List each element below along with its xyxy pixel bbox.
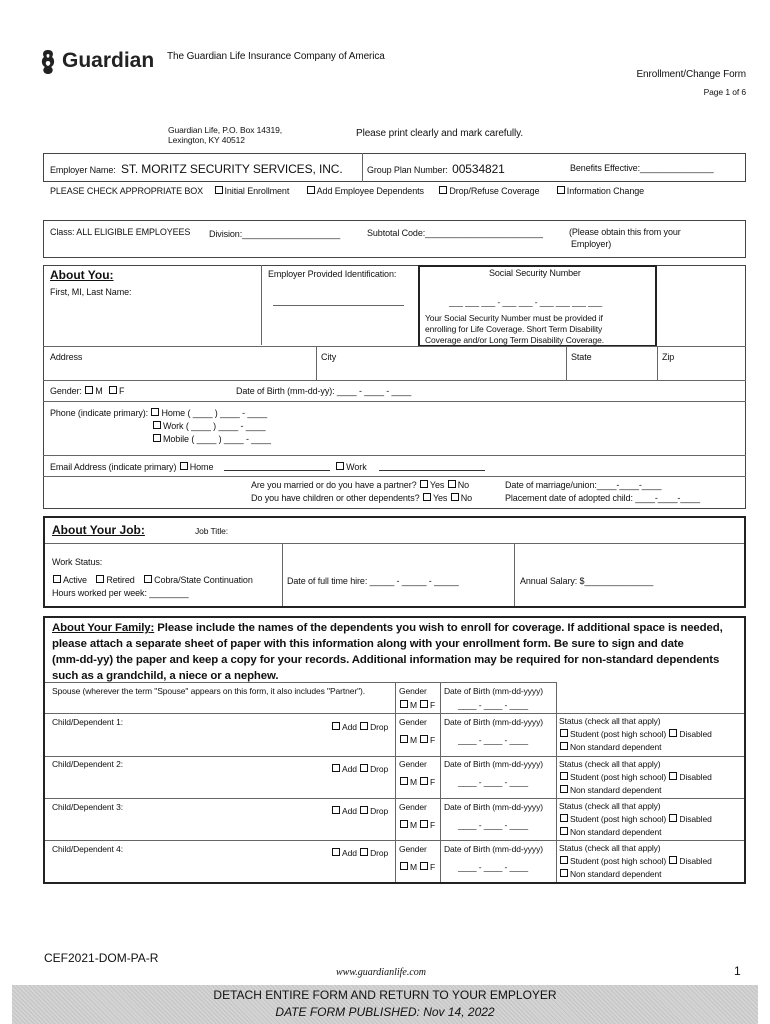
drop-coverage-option[interactable] [438,186,539,196]
checkbox-icon[interactable] [332,764,340,772]
checkbox-icon[interactable] [560,729,568,737]
child-dob-label: Date of Birth (mm-dd-yyyy) [444,759,543,769]
division-field[interactable]: Division:____________________ [209,229,341,239]
add-drop-options [331,764,388,774]
about-job-title: About Your Job: [52,523,145,537]
checkbox-icon[interactable] [560,742,568,750]
student-label: Student (post high school) [570,729,667,739]
checkbox-icon[interactable] [420,735,428,743]
yes-label: Yes [429,480,445,490]
disabled-label: Disabled [679,856,712,866]
drop-label: Drop [370,848,389,858]
ssn-note-2: enrolling for Life Coverage. Short Term Disability [425,324,603,334]
checkbox-icon[interactable] [439,186,447,194]
child-gender-options [399,820,435,830]
married-question [251,480,469,490]
child-gender-options [399,735,435,745]
website: www.guardianlife.com [336,967,426,978]
child-dob-input[interactable]: ____ - ____ - ____ [458,862,529,872]
work-phone[interactable]: Work ( ____ ) ____ - ____ [163,421,266,431]
checkbox-icon[interactable] [669,729,677,737]
checkbox-icon[interactable] [180,462,188,470]
subtotal-code-field[interactable]: Subtotal Code:________________________ [367,228,543,238]
male-label: M [410,735,417,745]
status-label: Status (check all that apply) [559,716,661,726]
male-label: M [410,777,417,787]
student-label: Student (post high school) [570,772,667,782]
hours-worked-field[interactable]: Hours worked per week: ________ [52,588,189,598]
child-dob-input[interactable]: ____ - ____ - ____ [458,777,529,787]
checkbox-icon[interactable] [144,575,152,583]
child-label: Child/Dependent 2: [52,759,123,769]
checkbox-icon[interactable] [557,186,565,194]
non-standard-option [559,742,661,752]
spouse-dob-label: Date of Birth (mm-dd-yyyy) [444,686,543,696]
male-label: M [95,386,103,396]
employer-id-label: Employer Provided Identification: [268,269,397,279]
add-label: Add [342,764,357,774]
child-gender-label: Gender [399,802,427,812]
active-option[interactable] [52,575,87,585]
page-indicator: Page 1 of 6 [703,87,746,97]
female-label: F [429,700,436,710]
email-home-input[interactable] [224,461,330,471]
about-family-title: About Your Family: [52,622,155,634]
company-name: The Guardian Life Insurance Company of America [167,51,385,62]
student-disabled-options [559,772,712,782]
checkbox-icon[interactable] [360,806,368,814]
page-number: 1 [734,964,741,978]
add-dependents-option[interactable] [306,186,424,196]
disabled-label: Disabled [679,729,712,739]
hire-date-field[interactable]: Date of full time hire: _____ - _____ - _____ [287,576,459,586]
add-label: Add [342,722,357,732]
checkbox-icon[interactable] [400,820,408,828]
children-question [251,493,472,503]
drop-label: Drop [370,806,389,816]
checkbox-icon[interactable] [560,856,568,864]
checkbox-icon[interactable] [669,814,677,822]
checkbox-icon[interactable] [560,772,568,780]
group-plan-label: Group Plan Number: [367,165,448,175]
option-label: Information Change [566,186,645,196]
checkbox-icon[interactable] [560,869,568,877]
ssn-note-3: Coverage and/or Long Term Disability Coverage. [425,335,605,345]
mobile-phone[interactable]: Mobile ( ____ ) ____ - ____ [163,434,271,444]
student-disabled-options [559,814,712,824]
add-drop-options [331,722,388,732]
spouse-label: Spouse (wherever the term "Spouse" appears on this form, it also includes "Partner"). [52,686,366,696]
checkbox-icon[interactable] [153,421,161,429]
child-gender-label: Gender [399,717,427,727]
child-label: Child/Dependent 1: [52,717,123,727]
child-label: Child/Dependent 3: [52,802,123,812]
ssn-note-1: Your Social Security Number must be provided if [425,313,603,323]
gender-label: Gender: [50,386,82,396]
non-standard-option [559,869,661,879]
option-label: Add Employee Dependents [316,186,424,196]
checkbox-icon[interactable] [400,862,408,870]
cobra-option[interactable] [143,575,253,585]
male-label: M [410,862,417,872]
group-plan-value: 00534821 [452,162,505,176]
drop-label: Drop [370,722,389,732]
class-field: Class: ALL ELIGIBLE EMPLOYEES [50,227,191,237]
work-status-label: Work Status: [52,557,103,567]
family-intro-2: please attach a separate sheet of paper with this information along with your enrollment form. Be sure to sign and date [52,638,684,650]
employer-name-label: Employer Name: [50,165,116,175]
child-label: Child/Dependent 4: [52,844,123,854]
disabled-label: Disabled [679,814,712,824]
male-label: M [410,820,417,830]
address-label: Address [50,352,83,362]
about-you-title: About You: [50,268,114,282]
child-dob-input[interactable]: ____ - ____ - ____ [458,820,529,830]
cobra-label: Cobra/State Continuation [154,575,253,585]
family-intro-4: such as a grandchild, a niece or a nephew. [52,670,279,682]
name-field-label: First, MI, Last Name: [50,287,132,297]
student-label: Student (post high school) [570,814,667,824]
phone-field [50,408,267,418]
form-title: Enrollment/Change Form [636,69,746,80]
email-home-label: Home [189,462,214,472]
checkbox-icon[interactable] [332,722,340,730]
form-code: CEF2021-DOM-PA-R [44,951,159,965]
marriage-date-field[interactable]: Date of marriage/union:____-____-____ [505,480,662,490]
home-phone[interactable]: Home ( ____ ) ____ - ____ [161,408,268,418]
drop-label: Drop [370,764,389,774]
logo-text: Guardian [62,49,155,72]
child-gender-options [399,777,435,787]
checkbox-icon[interactable] [400,735,408,743]
non-standard-label: Non standard dependent [570,869,662,879]
checkbox-icon[interactable] [360,848,368,856]
checkbox-icon[interactable] [420,777,428,785]
non-standard-label: Non standard dependent [570,742,662,752]
state-label: State [571,352,592,362]
female-label: F [429,777,436,787]
email-label: Email Address (indicate primary) [50,462,177,472]
class-note-line1: (Please obtain this from your [569,227,681,237]
checkbox-icon[interactable] [560,785,568,793]
checkbox-icon[interactable] [420,480,428,488]
student-disabled-options [559,729,712,739]
status-label: Status (check all that apply) [559,801,661,811]
checkbox-icon[interactable] [423,493,431,501]
dob-field[interactable]: Date of Birth (mm-dd-yy): ____ - ____ - ____ [236,386,412,396]
benefits-effective-field[interactable]: Benefits Effective:_______________ [570,163,714,173]
option-label: Initial Enrollment [224,186,290,196]
job-title-label[interactable]: Job Title: [195,526,229,536]
spouse-gender-options [399,700,435,710]
no-label: No [460,493,473,503]
no-label: No [457,480,470,490]
status-label: Status (check all that apply) [559,843,661,853]
work-phone-field[interactable] [152,421,265,431]
student-label: Student (post high school) [570,856,667,866]
checkbox-icon[interactable] [215,186,223,194]
non-standard-label: Non standard dependent [570,785,662,795]
city-label: City [321,352,337,362]
checkbox-icon[interactable] [109,386,117,394]
disabled-label: Disabled [679,772,712,782]
add-drop-options [331,806,388,816]
email-work-label: Work [346,462,367,472]
child-dob-label: Date of Birth (mm-dd-yyyy) [444,844,543,854]
ssn-label: Social Security Number [489,268,581,278]
spouse-dob-input[interactable]: ____ - ____ - ____ [458,700,529,710]
female-label: F [429,735,436,745]
children-label: Do you have children or other dependents? [251,493,420,503]
male-label: M [410,700,417,710]
female-label: F [119,386,125,396]
child-dob-label: Date of Birth (mm-dd-yyyy) [444,802,543,812]
initial-enrollment-option[interactable] [214,186,290,196]
group-plan-field[interactable] [367,162,505,176]
phone-label: Phone (indicate primary): [50,408,149,418]
yes-label: Yes [432,493,448,503]
retired-label: Retired [106,575,135,585]
checkbox-icon[interactable] [332,848,340,856]
employer-name-value: ST. MORITZ SECURITY SERVICES, INC. [121,162,343,176]
checkbox-icon[interactable] [307,186,315,194]
checkbox-icon[interactable] [96,575,104,583]
student-disabled-options [559,856,712,866]
non-standard-option [559,785,661,795]
checkbox-icon[interactable] [669,772,677,780]
child-dob-input[interactable]: ____ - ____ - ____ [458,735,529,745]
checkbox-icon[interactable] [400,777,408,785]
class-note-line2: Employer) [571,239,612,249]
check-row-label: PLEASE CHECK APPROPRIATE BOX [50,186,204,196]
child-dob-label: Date of Birth (mm-dd-yyyy) [444,717,543,727]
option-label: Drop/Refuse Coverage [449,186,540,196]
information-change-option[interactable] [556,186,644,196]
email-field [50,461,485,472]
guardian-logo-icon [40,48,56,76]
checkbox-icon[interactable] [360,764,368,772]
checkbox-icon[interactable] [669,856,677,864]
checkbox-icon[interactable] [336,462,344,470]
ssn-input[interactable]: ___ ___ ___ - ___ ___ - ___ ___ ___ ___ [449,297,603,307]
non-standard-option [559,827,661,837]
zip-label: Zip [662,352,675,362]
family-intro-3: (mm-dd-yy) the paper and keep a copy for your records. Additional information may be required for non-standard dependents [52,654,720,666]
checkbox-icon[interactable] [53,575,61,583]
mail-address-line2: Lexington, KY 40512 [168,135,245,145]
annual-salary-field[interactable]: Annual Salary: $______________ [520,576,654,586]
child-gender-label: Gender [399,759,427,769]
status-label: Status (check all that apply) [559,759,661,769]
checkbox-icon[interactable] [420,700,428,708]
active-label: Active [63,575,87,585]
gender-field [50,386,124,396]
family-intro-1: Please include the names of the dependents you wish to enroll for coverage. If additional space is needed, [157,622,723,634]
child-gender-label: Gender [399,844,427,854]
employer-name-field[interactable] [50,162,343,176]
checkbox-icon[interactable] [420,862,428,870]
employer-id-input[interactable] [273,305,404,306]
spouse-gender-label: Gender [399,686,427,696]
checkbox-icon[interactable] [560,827,568,835]
mail-address-line1: Guardian Life, P.O. Box 14319, [168,125,283,135]
email-work-input[interactable] [379,461,485,471]
detach-banner [12,985,758,1024]
add-label: Add [342,806,357,816]
checkbox-icon[interactable] [151,408,159,416]
retired-option[interactable] [95,575,134,585]
married-label: Are you married or do you have a partner? [251,480,417,490]
adoption-date-field[interactable]: Placement date of adopted child: ____-____-____ [505,493,700,503]
add-drop-options [331,848,388,858]
checkbox-icon[interactable] [451,493,459,501]
class-box [43,220,746,258]
add-label: Add [342,848,357,858]
family-intro [52,620,742,684]
checkbox-icon[interactable] [448,480,456,488]
print-instruction: Please print clearly and mark carefully. [356,128,523,139]
mobile-phone-field[interactable] [152,434,271,444]
checkbox-icon[interactable] [560,814,568,822]
child-gender-options [399,862,435,872]
checkbox-icon[interactable] [153,434,161,442]
publish-date: DATE FORM PUBLISHED: Nov 14, 2022 [275,1005,495,1019]
female-label: F [429,862,436,872]
non-standard-label: Non standard dependent [570,827,662,837]
detach-text: DETACH ENTIRE FORM AND RETURN TO YOUR EMPLOYER [213,988,557,1002]
check-row [50,186,644,196]
checkbox-icon[interactable] [400,700,408,708]
female-label: F [429,820,436,830]
checkbox-icon[interactable] [360,722,368,730]
work-status-options [52,575,253,585]
checkbox-icon[interactable] [420,820,428,828]
checkbox-icon[interactable] [332,806,340,814]
checkbox-icon[interactable] [85,386,93,394]
